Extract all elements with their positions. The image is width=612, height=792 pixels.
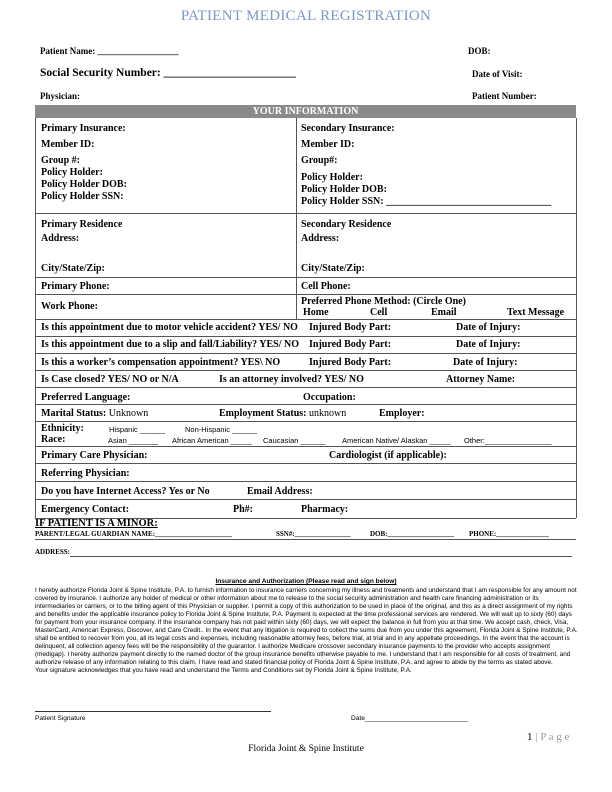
primary-phone-field[interactable]: Primary Phone: — [41, 281, 110, 292]
minor-section-title: IF PATIENT IS A MINOR: — [35, 518, 158, 529]
rule — [35, 421, 576, 422]
rule — [35, 294, 576, 295]
ssn-field[interactable]: Social Security Number: _______________________ — [40, 67, 296, 79]
date-of-injury-field[interactable]: Date of Injury: — [456, 322, 521, 333]
rule — [35, 370, 576, 371]
primary-policy-holder-ssn-field[interactable]: Policy Holder SSN: — [41, 191, 124, 202]
secondary-city-state-zip-field[interactable]: City/State/Zip: — [301, 263, 365, 274]
patient-signature-field[interactable]: Patient Signature — [35, 715, 86, 722]
primary-residence-heading: Primary Residence — [41, 219, 123, 230]
attorney-involved-question[interactable]: Is an attorney involved? YES/ NO — [219, 374, 364, 385]
form-border-right — [576, 118, 577, 518]
injured-body-part-field[interactable]: Injured Body Part: — [309, 357, 392, 368]
patient-number-field[interactable]: Patient Number: — [472, 91, 537, 101]
date-of-visit-field[interactable]: Date of Visit: — [472, 69, 523, 79]
guardian-phone-field[interactable]: PHONE:_______________ — [469, 530, 549, 538]
rule — [35, 539, 576, 540]
form-border-left — [35, 118, 36, 518]
signature-date-field[interactable]: Date____________________________ — [351, 715, 468, 722]
rule — [35, 463, 576, 464]
column-divider — [296, 118, 297, 319]
guardian-address-field[interactable]: ADDRESS: — [35, 548, 71, 556]
page-separator: | — [535, 731, 538, 743]
primary-policy-holder-field[interactable]: Policy Holder: — [41, 167, 103, 178]
physician-field[interactable]: Physician: — [40, 91, 81, 101]
page-title: PATIENT MEDICAL REGISTRATION — [180, 8, 432, 24]
address-line — [70, 556, 572, 557]
secondary-policy-holder-dob-field[interactable]: Policy Holder DOB: — [301, 184, 387, 195]
guardian-ssn-field[interactable]: SSN#:________________ — [276, 530, 351, 538]
secondary-insurance-field[interactable]: Secondary Insurance: — [301, 123, 395, 134]
guardian-name-field[interactable]: PARENT/LEGAL GUARDIAN NAME:______________________ — [35, 530, 233, 538]
race-label: Race: — [41, 434, 66, 445]
section-header: YOUR INFORMATION — [35, 105, 576, 118]
slip-and-fall-question[interactable]: Is this appointment due to a slip and fall/Liability? YES/ NO — [41, 339, 300, 350]
guardian-dob-field[interactable]: DOB:___________________ — [370, 530, 454, 538]
rule — [35, 213, 576, 214]
signature-acknowledgement: Your signature acknowledges that you have read and understand the Terms and Conditions set by Florida Joint & Spine Institute, P.A. — [35, 667, 412, 674]
primary-city-state-zip-field[interactable]: City/State/Zip: — [41, 263, 105, 274]
page-indicator — [527, 731, 569, 743]
rule — [35, 446, 576, 447]
rule — [35, 277, 576, 278]
footer-institute: Florida Joint & Spine Institute — [248, 744, 364, 754]
motor-vehicle-question[interactable]: Is this appointment due to motor vehicle accident? YES/ NO — [41, 322, 298, 333]
phone-method-home[interactable]: Home — [303, 307, 329, 318]
ethnicity-non-hispanic[interactable]: Non-Hispanic ______ — [185, 425, 258, 434]
date-of-injury-field[interactable]: Date of Injury: — [453, 357, 518, 368]
injured-body-part-field[interactable]: Injured Body Part: — [309, 339, 392, 350]
pharmacy-field[interactable]: Pharmacy: — [301, 504, 349, 515]
cardiologist-field[interactable]: Cardiologist (if applicable): — [329, 450, 447, 461]
email-address-field[interactable]: Email Address: — [247, 486, 313, 497]
page-number: 1 — [527, 731, 533, 743]
rule — [35, 404, 576, 405]
primary-group-field[interactable]: Group #: — [41, 155, 80, 166]
patient-name-field[interactable]: Patient Name: __________________ — [40, 46, 179, 56]
rule — [35, 353, 576, 354]
case-closed-question[interactable]: Is Case closed? YES/ NO or N/A — [41, 374, 179, 385]
employment-status-value: unknown — [309, 408, 347, 419]
emergency-phone-field[interactable]: Ph#: — [233, 504, 253, 515]
secondary-policy-holder-ssn-field[interactable]: Policy Holder SSN: _________________________________ — [301, 196, 552, 207]
marital-status-label: Marital Status: — [41, 408, 107, 419]
secondary-address-field[interactable]: Address: — [301, 233, 340, 244]
employment-status-field[interactable] — [219, 408, 346, 419]
injured-body-part-field[interactable]: Injured Body Part: — [309, 322, 392, 333]
rule — [35, 499, 576, 500]
race-other[interactable]: Other:________________ — [464, 436, 552, 445]
preferred-phone-method-label: Preferred Phone Method: (Circle One) — [301, 296, 466, 307]
phone-method-text-message[interactable]: Text Message — [507, 307, 565, 318]
ethnicity-hispanic[interactable]: Hispanic ______ — [109, 425, 165, 434]
phone-method-cell[interactable]: Cell — [370, 307, 388, 318]
secondary-residence-heading: Secondary Residence — [301, 219, 392, 230]
insurance-authorization-title: Insurance and Authorization (Please read and sign below) — [215, 578, 397, 585]
attorney-name-field[interactable]: Attorney Name: — [446, 374, 516, 385]
marital-status-value: Unknown — [108, 408, 149, 419]
rule — [35, 481, 576, 482]
secondary-policy-holder-field[interactable]: Policy Holder: — [301, 172, 363, 183]
primary-care-physician-field[interactable]: Primary Care Physician: — [41, 450, 148, 461]
rule — [35, 387, 576, 388]
primary-policy-holder-dob-field[interactable]: Policy Holder DOB: — [41, 179, 127, 190]
internet-access-question[interactable]: Do you have Internet Access? Yes or No — [41, 486, 210, 497]
rule — [35, 319, 576, 320]
rule — [35, 336, 576, 337]
date-of-injury-field[interactable]: Date of Injury: — [456, 339, 521, 350]
emergency-contact-field[interactable]: Emergency Contact: — [41, 504, 130, 515]
ethnicity-label: Ethnicity: — [41, 423, 84, 434]
employment-status-label: Employment Status: — [219, 408, 307, 419]
referring-physician-field[interactable]: Referring Physician: — [41, 468, 130, 479]
marital-status-field[interactable] — [41, 408, 148, 419]
primary-member-id-field[interactable]: Member ID: — [41, 139, 95, 150]
secondary-group-field[interactable]: Group#: — [301, 155, 338, 166]
dob-field[interactable]: DOB: — [468, 46, 491, 56]
page-label: P a g e — [540, 731, 570, 743]
primary-address-field[interactable]: Address: — [41, 233, 80, 244]
phone-method-email[interactable]: Email — [431, 307, 457, 318]
workers-comp-question[interactable]: Is this a worker’s compensation appointment? YES\ NO — [41, 357, 281, 368]
race-african-american[interactable]: African American _____ — [172, 436, 252, 445]
insurance-authorization-body — [35, 587, 579, 675]
race-caucasian[interactable]: Caucasian ______ — [263, 436, 326, 445]
authorization-text: I hereby authorize Florida Joint & Spine Institute, P.A. to furnish information to insurance carriers concerning my illness and treatments and understand that I am responsible for any amount not covered by insurance. I authorize any holder of medical or other information about me to release to the social security administration and health care financing administration or its intermediaries or carriers, or to the billing agent of this Physician or supplier. I permit a copy of this authorization to be used in place of the original, and this as a direct assignment of my rights and benefits under the applicable insurance policy to Florida Joint & Spine Institute, P.A. Payment is expected at the time professional services are rendered. We will wait up to sixty (60) days for payment from your insurance company. If the insurance company has not paid within sixty (60) days, we will expect the balance in full from you at that time. We accept cash, check, Visa, MasterCard, American Express, Discover, and Care Credit.. In the event that any litigation is required to collect the sums due from you under this agreement, Florida Joint & Spine Institute, P.A. shall be entitled to recover from you, all its legal costs and expenses, including reasonable attorney fees, before trial, at trial and in any appellate proceedings. In the event that the account is delinquent, all collection agency fees will be the responsibility of the guarantor. I authorize Medicare crossover secondary insurance payments to the provider who accepts assignment (medigap). I hereby authorize payment directly to the named doctor of the group insurance benefits otherwise payable to me. I understand that I am responsible for all costs of treatment, and authorize release of any information relating to this claim. I have read and stated financial policy of Florida Joint & Spine Institute, P.A. and agree to abide by the terms as stated above. — [35, 587, 578, 666]
race-american-native[interactable]: American Native/ Alaskan _____ — [342, 436, 451, 445]
secondary-member-id-field[interactable]: Member ID: — [301, 139, 355, 150]
signature-line — [35, 711, 271, 712]
race-asian[interactable]: Asian _______ — [108, 436, 159, 445]
preferred-language-field[interactable]: Preferred Language: — [41, 392, 131, 403]
cell-phone-field[interactable]: Cell Phone: — [301, 281, 351, 292]
occupation-field[interactable]: Occupation: — [303, 392, 356, 403]
employer-field[interactable]: Employer: — [379, 408, 425, 419]
primary-insurance-field[interactable]: Primary Insurance: — [41, 123, 126, 134]
work-phone-field[interactable]: Work Phone: — [41, 301, 98, 312]
